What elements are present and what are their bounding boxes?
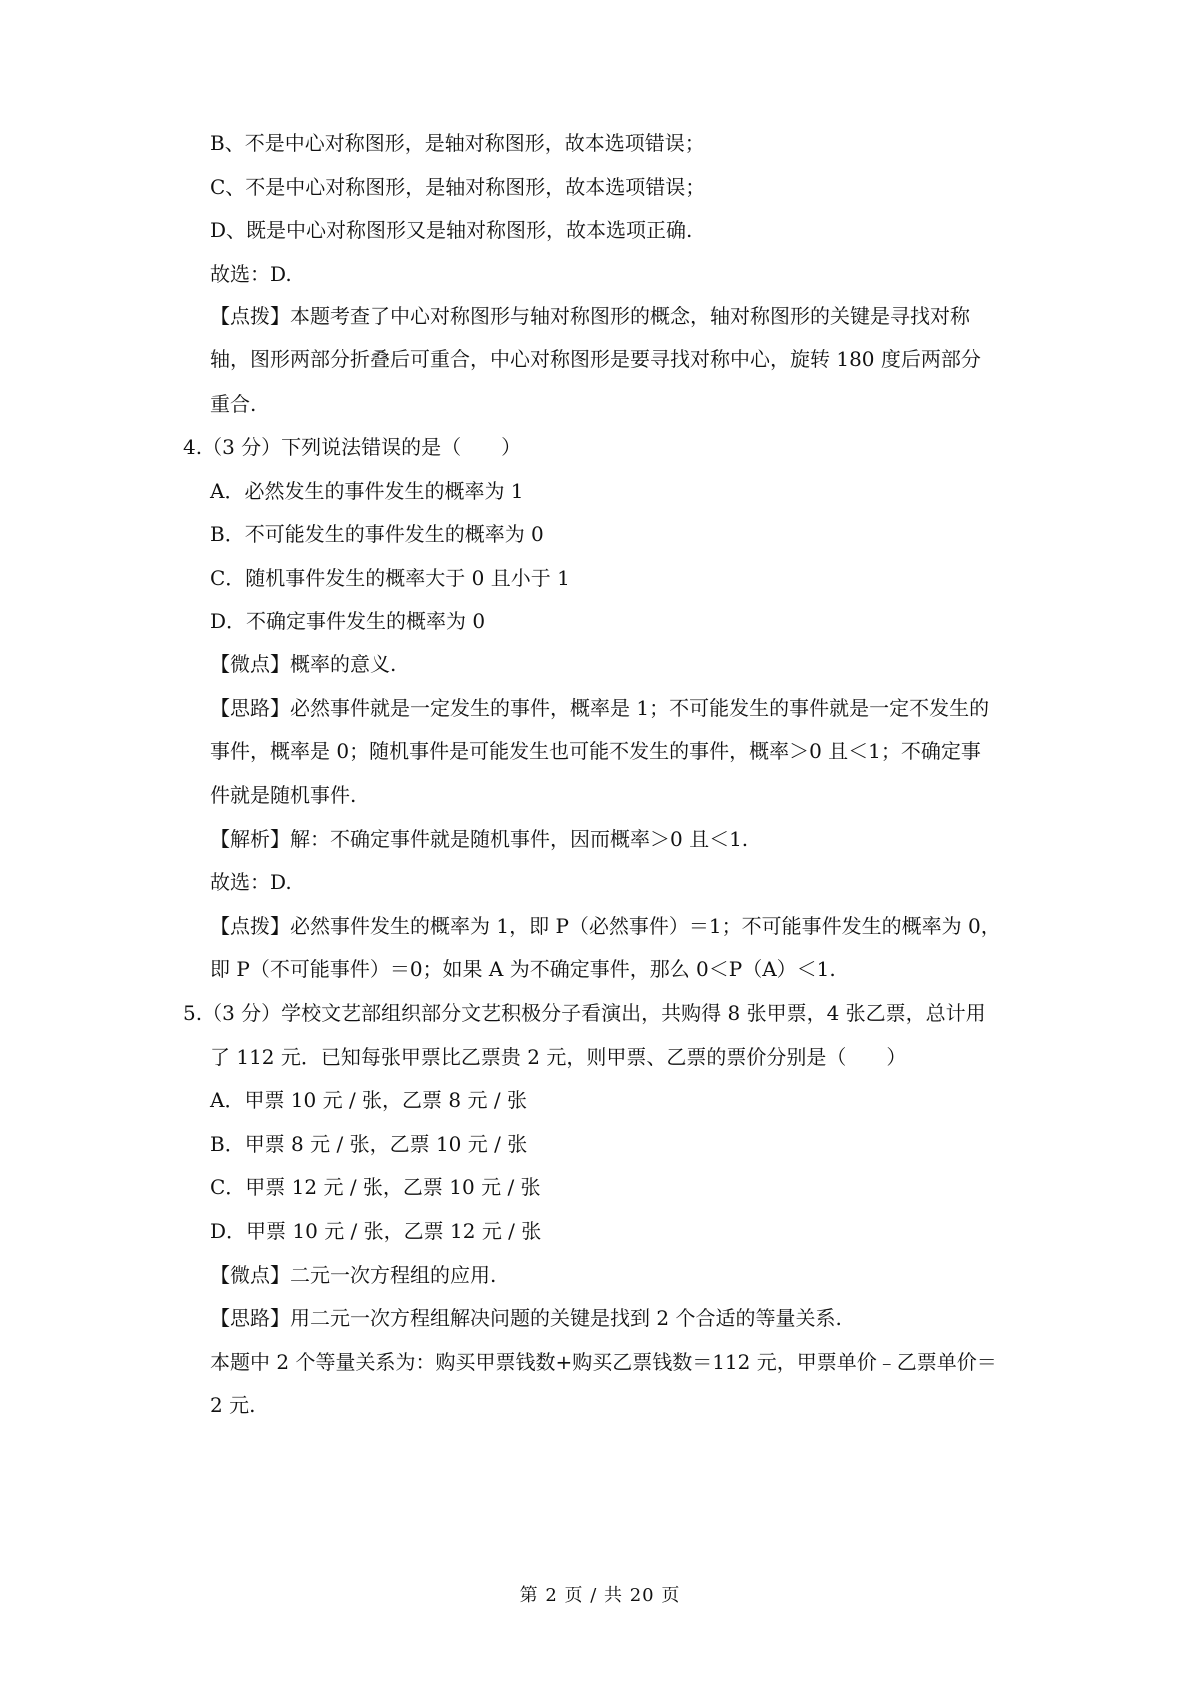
text-line: 本题中 2 个等量关系为：购买甲票钱数+购买乙票钱数＝112 元，甲票单价﹣乙票单价＝ [210, 1350, 997, 1374]
question-stem: 4.（3 分）下列说法错误的是（ ） [183, 435, 522, 459]
text-line: 【点拨】必然事件发生的概率为 1，即 P（必然事件）＝1；不可能事件发生的概率为 0， [210, 914, 1001, 938]
answer-option: C．随机事件发生的概率大于 0 且小于 1 [210, 566, 570, 590]
text-line: 【解析】解：不确定事件就是随机事件，因而概率＞0 且＜1. [210, 827, 749, 851]
text-line: 事件，概率是 0；随机事件是可能发生也可能不发生的事件，概率＞0 且＜1；不确定事 [210, 739, 981, 763]
text-line: 【微点】二元一次方程组的应用. [210, 1263, 497, 1287]
text-line: 故选：D. [210, 262, 292, 286]
text-line: 了 112 元．已知每张甲票比乙票贵 2 元，则甲票、乙票的票价分别是（ ） [210, 1045, 907, 1069]
answer-option: B．不可能发生的事件发生的概率为 0 [210, 522, 544, 546]
text-line: 即 P（不可能事件）＝0；如果 A 为不确定事件，那么 0＜P（A）＜1. [210, 957, 836, 981]
page-footer: 第 2 页 / 共 20 页 [519, 1585, 681, 1606]
answer-option: C．甲票 12 元 / 张，乙票 10 元 / 张 [210, 1175, 541, 1199]
text-line: B、不是中心对称图形，是轴对称图形，故本选项错误； [210, 131, 705, 155]
answer-option: A．甲票 10 元 / 张，乙票 8 元 / 张 [210, 1088, 527, 1112]
answer-option: D．甲票 10 元 / 张，乙票 12 元 / 张 [210, 1219, 542, 1243]
text-line: 故选：D. [210, 870, 292, 894]
answer-option: B．甲票 8 元 / 张，乙票 10 元 / 张 [210, 1132, 528, 1156]
question-stem: 5.（3 分）学校文艺部组织部分文艺积极分子看演出，共购得 8 张甲票，4 张乙票，总计用 [183, 1001, 986, 1025]
text-line: 【点拨】本题考查了中心对称图形与轴对称图形的概念，轴对称图形的关键是寻找对称 [210, 304, 970, 328]
answer-option: D．不确定事件发生的概率为 0 [210, 609, 486, 633]
text-line: 轴，图形两部分折叠后可重合，中心对称图形是要寻找对称中心，旋转 180 度后两部分 [210, 347, 981, 371]
text-line: C、不是中心对称图形，是轴对称图形，故本选项错误； [210, 175, 706, 199]
text-line: 2 元. [210, 1393, 256, 1417]
text-line: D、既是中心对称图形又是轴对称图形，故本选项正确. [210, 218, 693, 242]
text-line: 【思路】必然事件就是一定发生的事件，概率是 1；不可能发生的事件就是一定不发生的 [210, 696, 990, 720]
answer-option: A．必然发生的事件发生的概率为 1 [210, 479, 524, 503]
text-line: 【微点】概率的意义. [210, 652, 397, 676]
text-line: 重合. [210, 392, 257, 416]
text-line: 件就是随机事件. [210, 783, 357, 807]
text-line: 【思路】用二元一次方程组解决问题的关键是找到 2 个合适的等量关系. [210, 1306, 842, 1330]
